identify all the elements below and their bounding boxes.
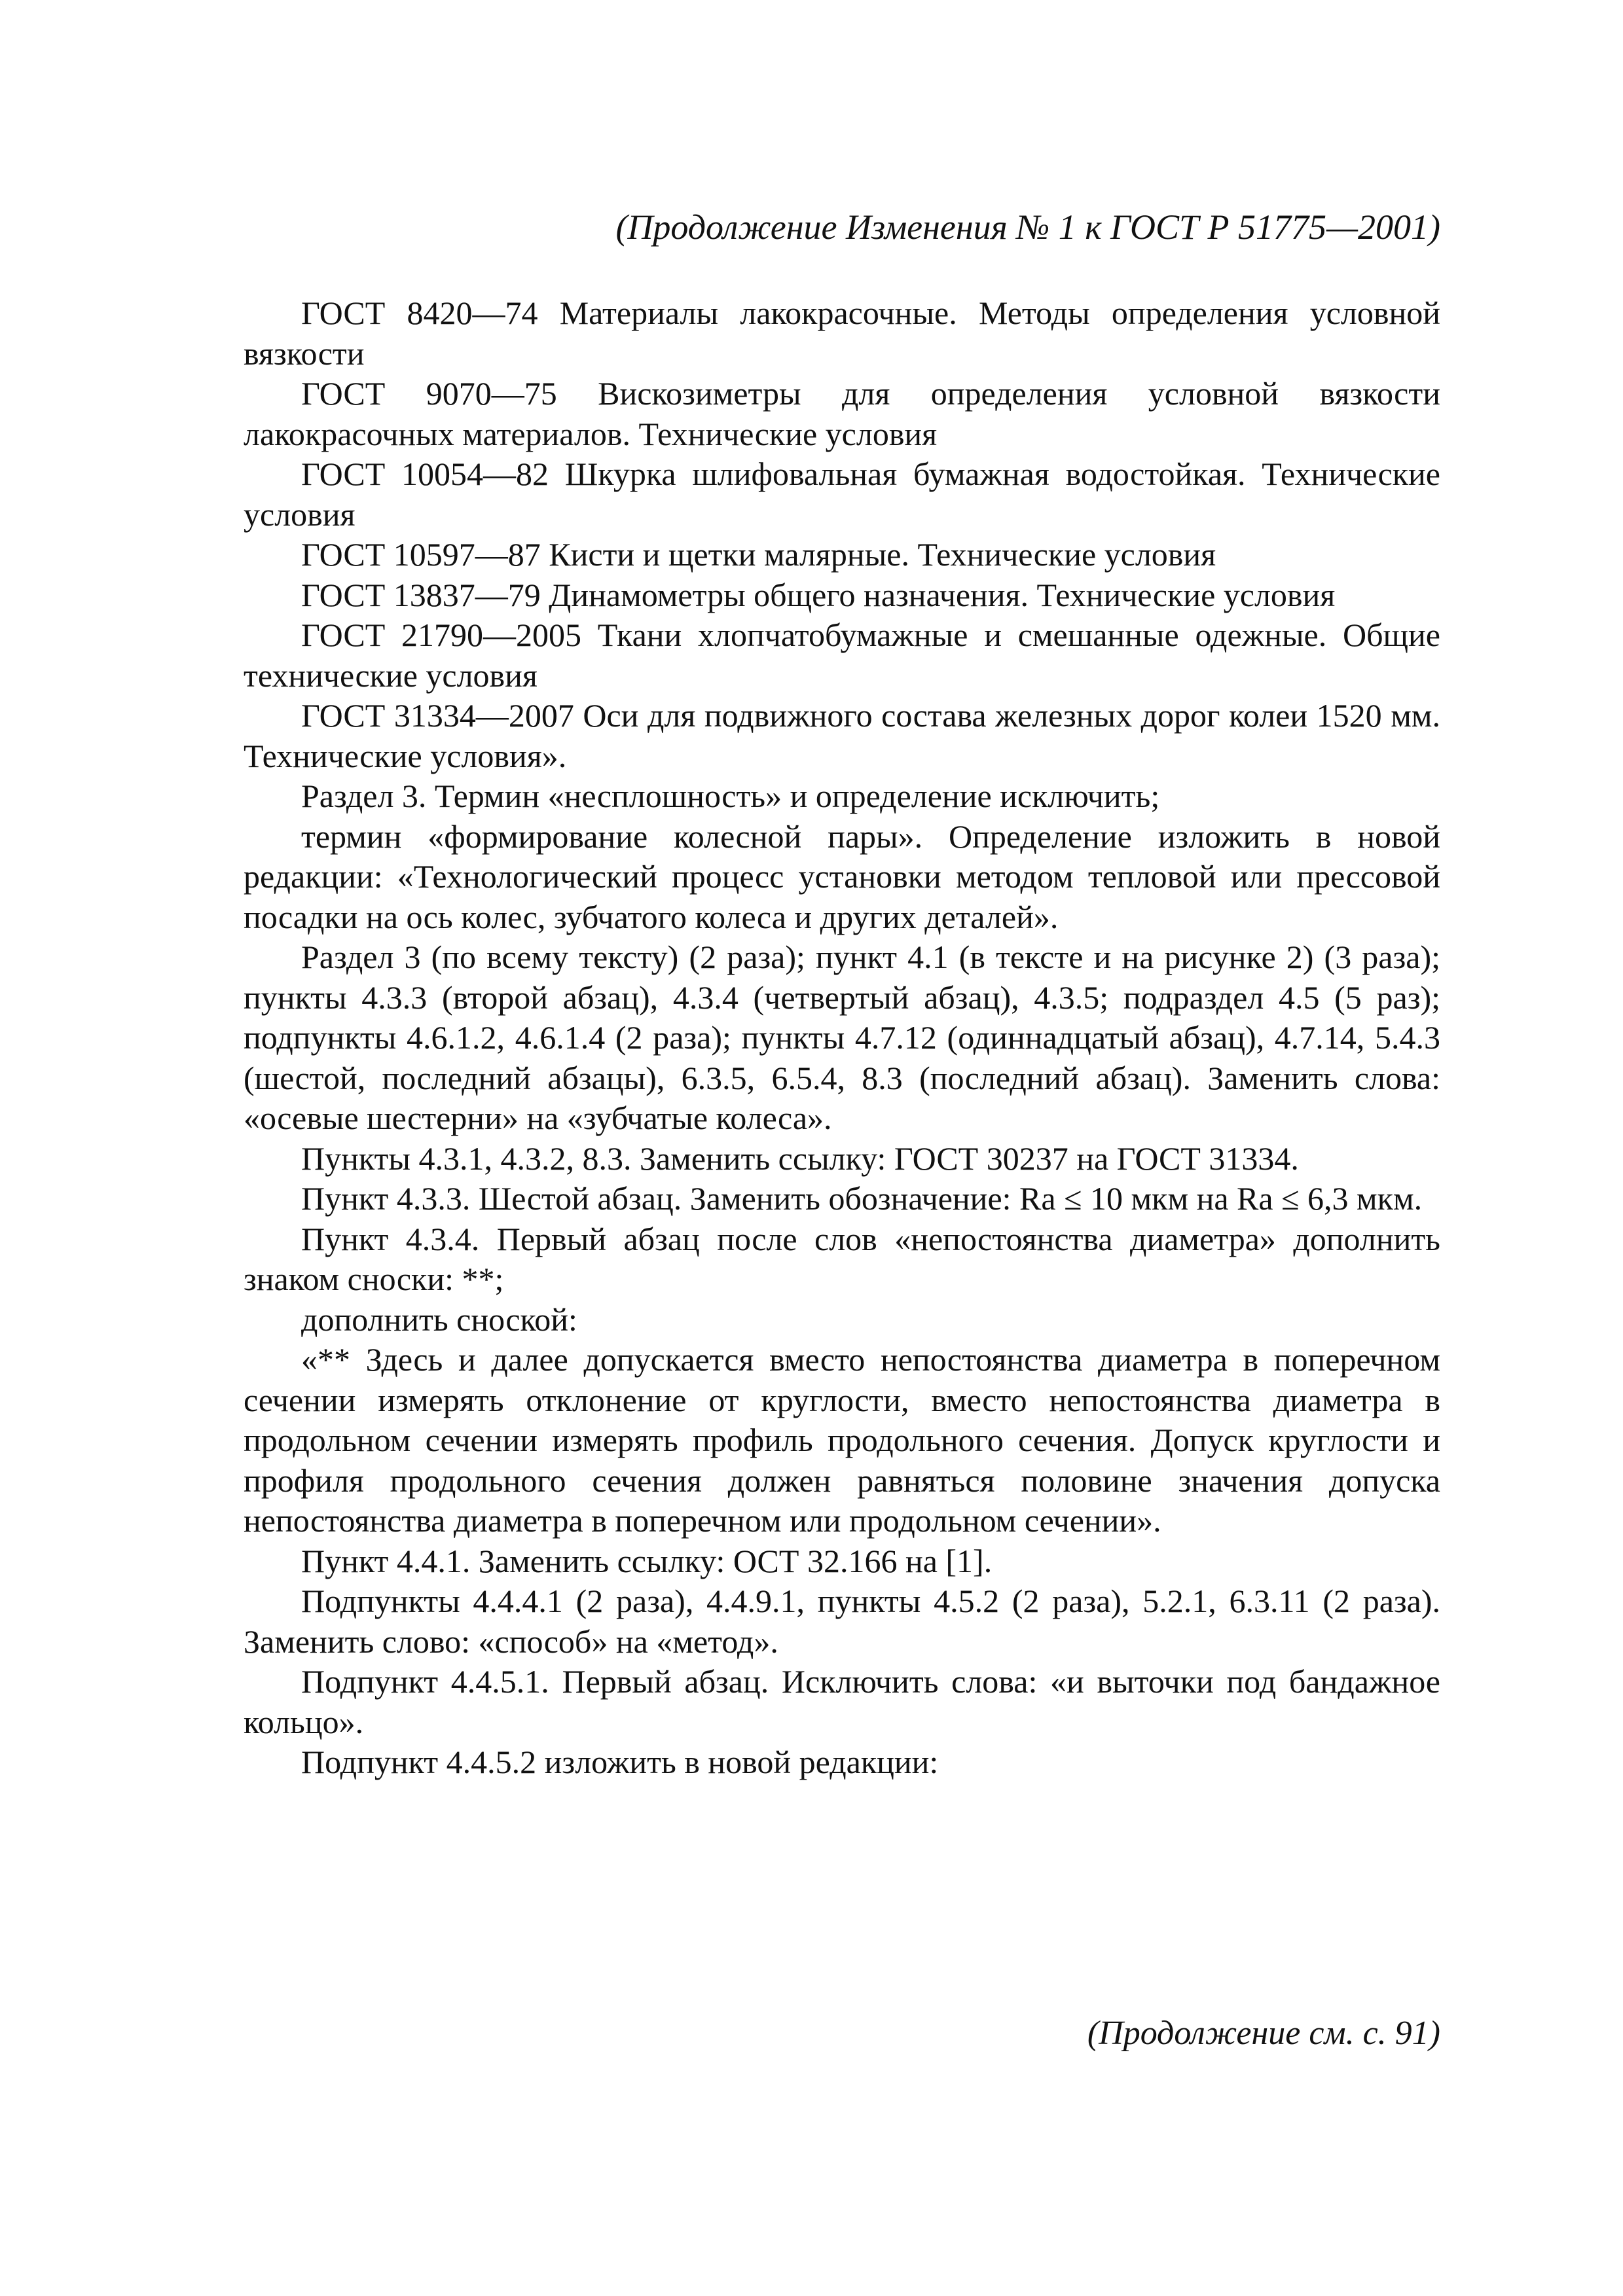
paragraph-gost-10054: ГОСТ 10054—82 Шкурка шлифовальная бумажная водостойкая. Технические условия: [244, 456, 1440, 533]
paragraph-item-4-3-4: Пункт 4.3.4. Первый абзац после слов «непостоянства диаметра» дополнить знаком сноски: **;: [244, 1220, 1440, 1297]
paragraph-add-footnote: дополнить сноской:: [301, 1300, 577, 1338]
paragraph-section-3-term: Раздел 3. Термин «несплошность» и определение исключить;: [301, 778, 1160, 814]
paragraph-items-4-3-1: Пункты 4.3.1, 4.3.2, 8.3. Заменить ссылку: ГОСТ 30237 на ГОСТ 31334.: [301, 1139, 1299, 1177]
paragraph-gost-21790: ГОСТ 21790—2005 Ткани хлопчатобумажные и смешанные одежные. Общие технические условия: [244, 617, 1440, 694]
paragraph-subitem-4-4-5-2: Подпункт 4.4.5.2 изложить в новой редакции:: [301, 1744, 939, 1780]
paragraph-term-definition: термин «формирование колесной пары». Определение изложить в новой редакции: «Технологический процесс установки методом тепловой или прессовой посадки на ось колес, зубчатого колеса и других деталей».: [244, 817, 1440, 935]
paragraph-gost-8420: ГОСТ 8420—74 Материалы лакокрасочные. Методы определения условной вязкости: [244, 295, 1440, 372]
paragraph-gost-31334: ГОСТ 31334—2007 Оси для подвижного состава железных дорог колеи 1520 мм. Технические условия».: [244, 697, 1440, 774]
paragraph-footnote-text: «** Здесь и далее допускается вместо непостоянства диаметра в поперечном сечении измерять отклонение от круглости, вместо непостоянства диаметра в продольном сечении измерять профиль продольного сечения. Допуск круглости и профиля продольного сечения должен равняться половине значения допуска непостоянства диаметра в поперечном или продольном сечении».: [244, 1341, 1440, 1539]
paragraph-subitem-4-4-5-1: Подпункт 4.4.5.1. Первый абзац. Исключить слова: «и выточки под бандажное кольцо».: [244, 1663, 1440, 1740]
paragraph-subitems-4-4-4-1: Подпункты 4.4.4.1 (2 раза), 4.4.9.1, пункты 4.5.2 (2 раза), 5.2.1, 6.3.11 (2 раза). Заменить слово: «способ» на «метод».: [244, 1583, 1440, 1660]
paragraph-gost-9070: ГОСТ 9070—75 Вискозиметры для определения условной вязкости лакокрасочных материалов. Технические условия: [244, 375, 1440, 452]
continuation-note: (Продолжение см. с. 91): [1087, 2015, 1440, 2052]
paragraph-item-4-3-3: Пункт 4.3.3. Шестой абзац. Заменить обозначение: Ra ≤ 10 мкм на Ra ≤ 6,3 мкм.: [301, 1180, 1423, 1217]
paragraph-replace-words: Раздел 3 (по всему тексту) (2 раза); пункт 4.1 (в тексте и на рисунке 2) (3 раза); пункты 4.3.3 (второй абзац), 4.3.4 (четвертый абзац), 4.3.5; подраздел 4.5 (5 раз); подпункты 4.6.1.2, 4.6.1.4 (2 раза); пункты 4.7.12 (одиннадцатый абзац), 4.7.14, 5.4.3 (шестой, последний абзацы), 6.3.5, 6.5.4, 8.3 (последний абзац). Заменить слова: «осевые шестерни» на «зубчатые колеса».: [244, 939, 1440, 1136]
document-body: [244, 293, 1440, 1783]
page-header: (Продолжение Изменения № 1 к ГОСТ Р 51775—2001): [615, 207, 1440, 247]
paragraph-gost-10597: ГОСТ 10597—87 Кисти и щетки малярные. Технические условия: [301, 536, 1216, 573]
paragraph-gost-13837: ГОСТ 13837—79 Динамометры общего назначения. Технические условия: [301, 576, 1336, 613]
paragraph-item-4-4-1: Пункт 4.4.1. Заменить ссылку: ОСТ 32.166 на [1].: [301, 1542, 993, 1579]
